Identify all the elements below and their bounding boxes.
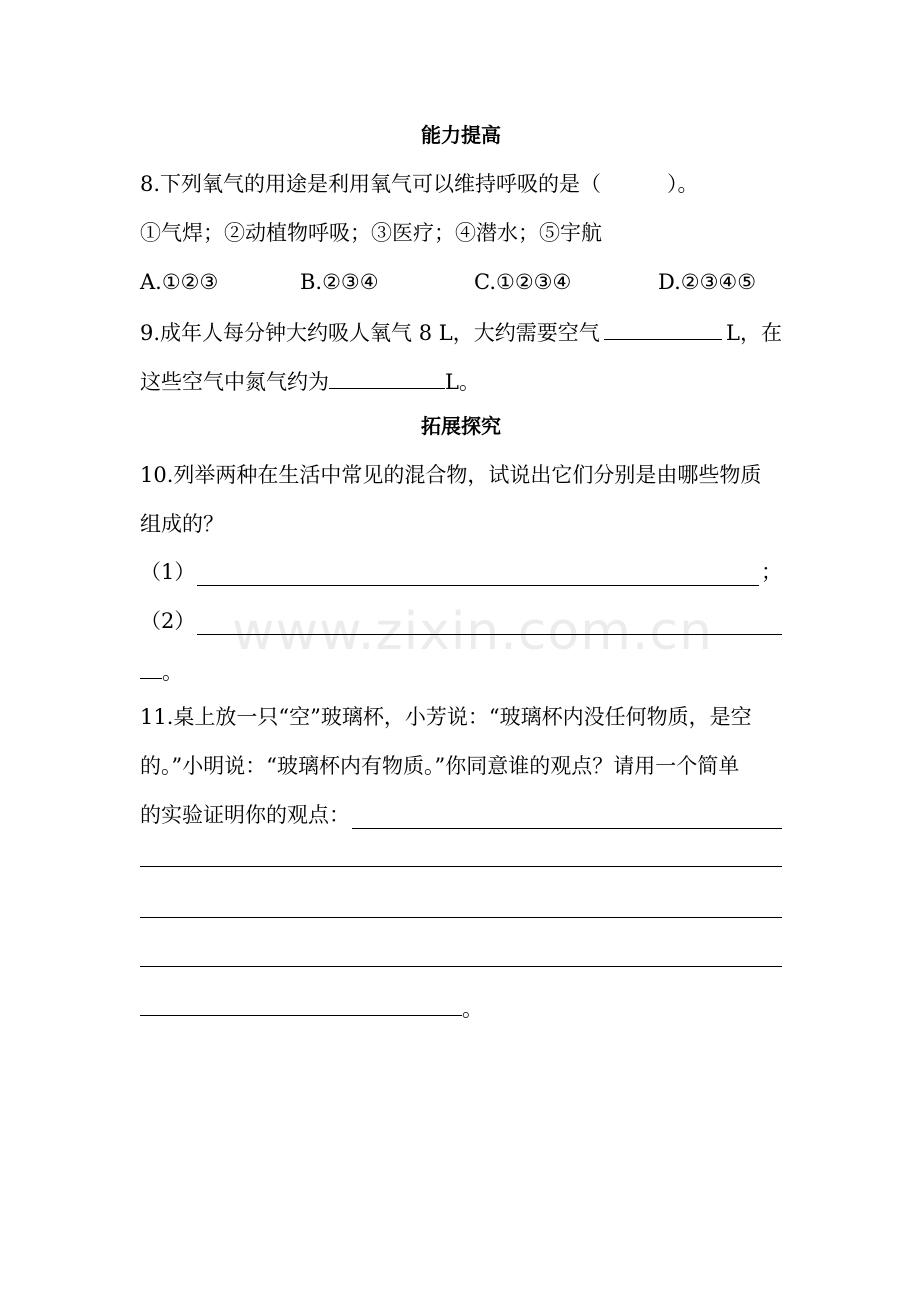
question-8-options [140, 268, 782, 296]
option-d[interactable]: D.②③④⑤ [658, 270, 757, 294]
question-10-line-2: 组成的？ [140, 512, 224, 536]
option-c[interactable]: C.①②③④ [474, 270, 572, 294]
question-9-line-1 [140, 317, 782, 347]
experiment-answer-blank-4[interactable] [140, 966, 782, 967]
answer-2-blank-cont[interactable] [140, 656, 162, 679]
question-9-text-4: L。 [445, 370, 480, 394]
question-11-end: 。 [462, 997, 483, 1021]
answer-1-label: （1） [140, 560, 196, 584]
answer-1-blank[interactable] [197, 563, 759, 586]
answer-2-end: 。 [162, 660, 183, 684]
question-10-answer-2-cont [140, 656, 782, 686]
answer-1-end: ； [761, 560, 782, 584]
question-10-answer-2 [140, 607, 782, 635]
experiment-answer-blank-2[interactable] [140, 866, 782, 867]
option-b[interactable]: B.②③④ [300, 270, 379, 294]
question-9-line-2 [140, 366, 782, 396]
question-8-items: ①气焊；②动植物呼吸；③医疗；④潜水；⑤宇航 [140, 221, 602, 245]
question-11-line-2: 的。”小明说：“玻璃杯内有物质。”你同意谁的观点？请用一个简单 [140, 754, 740, 778]
section-heading-ability: 能力提高 [421, 123, 501, 147]
question-11-line-1: 11.桌上放一只“空”玻璃杯，小芳说：“玻璃杯内没任何物质，是空 [140, 705, 752, 729]
question-8-stem [140, 170, 782, 198]
question-9-text-3: 这些空气中氮气约为 [140, 370, 329, 394]
experiment-answer-blank-1[interactable] [352, 806, 782, 829]
question-9-text-2: L，在 [726, 321, 782, 345]
question-11-line-3 [140, 801, 782, 829]
experiment-answer-blank-5[interactable] [140, 993, 462, 1016]
section-heading-extension: 拓展探究 [421, 414, 501, 438]
answer-2-blank[interactable] [197, 612, 782, 635]
question-11-final-line [140, 993, 782, 1023]
question-11-text-3: 的实验证明你的观点： [140, 803, 350, 827]
air-volume-blank[interactable] [604, 317, 722, 340]
option-a[interactable]: A.①②③ [140, 270, 219, 294]
watermark: www.zixin.com.cn [232, 602, 713, 662]
question-8-text: 8.下列氧气的用途是利用氧气可以维持呼吸的是（ [140, 172, 602, 196]
nitrogen-volume-blank[interactable] [329, 366, 445, 389]
question-9-text-1: 9.成年人每分钟大约吸人氧气 8 L，大约需要空气 [140, 321, 600, 345]
worksheet-page [140, 0, 782, 1302]
answer-2-label: （2） [140, 609, 196, 633]
question-8-end: ）。 [667, 172, 699, 196]
experiment-answer-blank-3[interactable] [140, 917, 782, 918]
question-10-answer-1 [140, 558, 782, 586]
question-10-line-1: 10.列举两种在生活中常见的混合物，试说出它们分别是由哪些物质 [140, 463, 762, 487]
